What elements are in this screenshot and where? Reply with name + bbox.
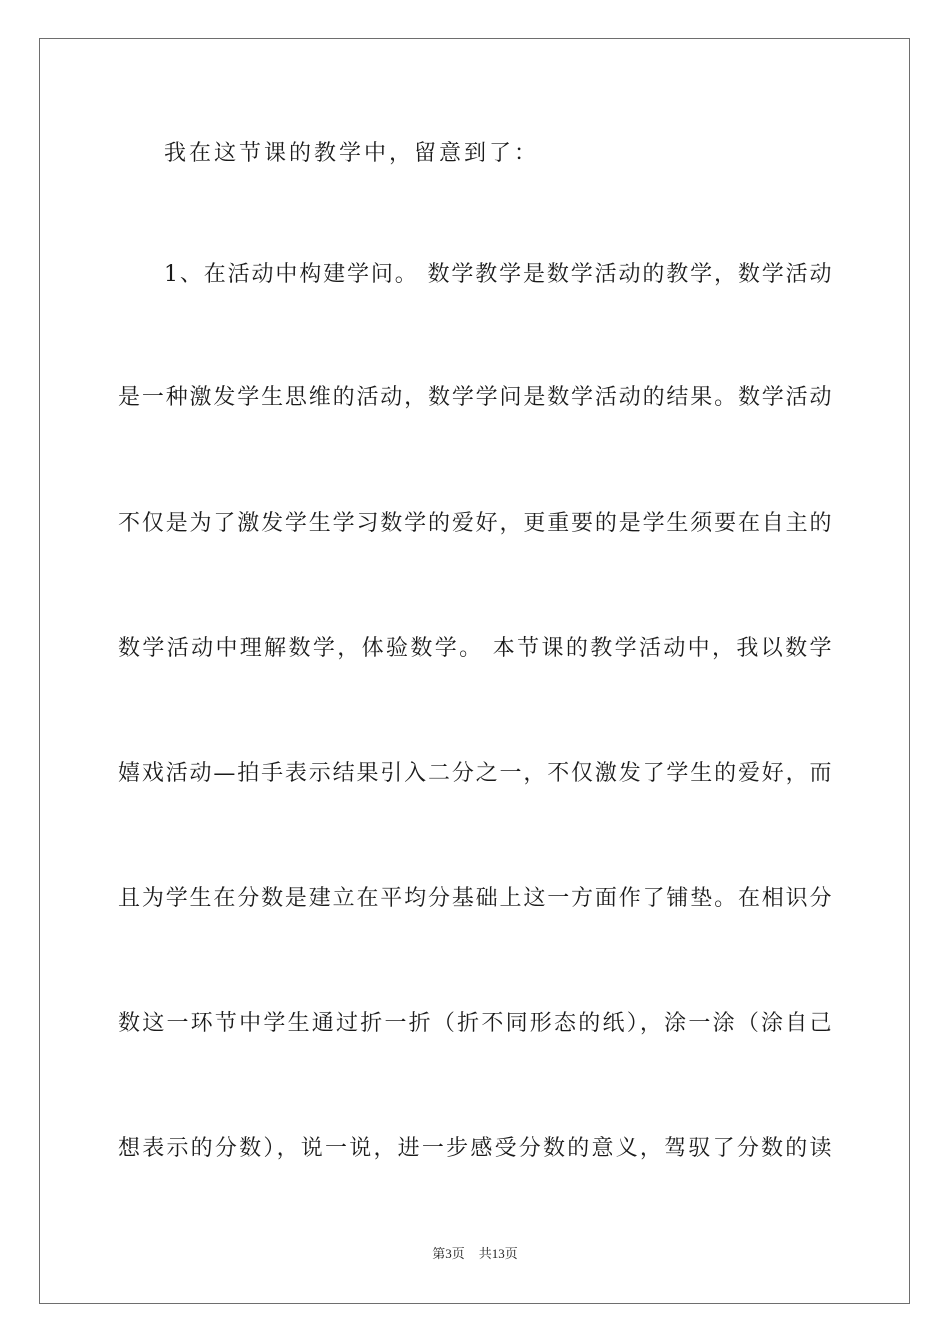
page-total: 共13页 (478, 1246, 518, 1261)
paragraph-line: 数这一环节中学生通过折一折（折不同形态的纸），涂一涂（涂自己 (118, 1011, 832, 1036)
paragraph-line: 嬉戏活动—拍手表示结果引入二分之一，不仅激发了学生的爱好，而 (118, 761, 832, 786)
paragraph-line: 想表示的分数），说一说，进一步感受分数的意义，驾驭了分数的读 (118, 1136, 832, 1161)
page-border (39, 38, 910, 1304)
paragraph-line: 数学活动中理解数学，体验数学。 本节课的教学活动中，我以数学 (118, 636, 832, 661)
paragraph-line: 1、在活动中构建学问。 数学教学是数学活动的教学，数学活动 (164, 262, 832, 287)
paragraph-line: 是一种激发学生思维的活动，数学学问是数学活动的结果。数学活动 (118, 385, 832, 410)
page-number: 第3页 (432, 1246, 465, 1261)
paragraph-line: 不仅是为了激发学生学习数学的爱好，更重要的是学生须要在自主的 (118, 511, 832, 536)
page-footer (0, 1245, 950, 1263)
paragraph-line: 且为学生在分数是建立在平均分基础上这一方面作了铺垫。在相识分 (118, 886, 832, 911)
intro-line: 我在这节课的教学中，留意到了： (164, 141, 540, 166)
